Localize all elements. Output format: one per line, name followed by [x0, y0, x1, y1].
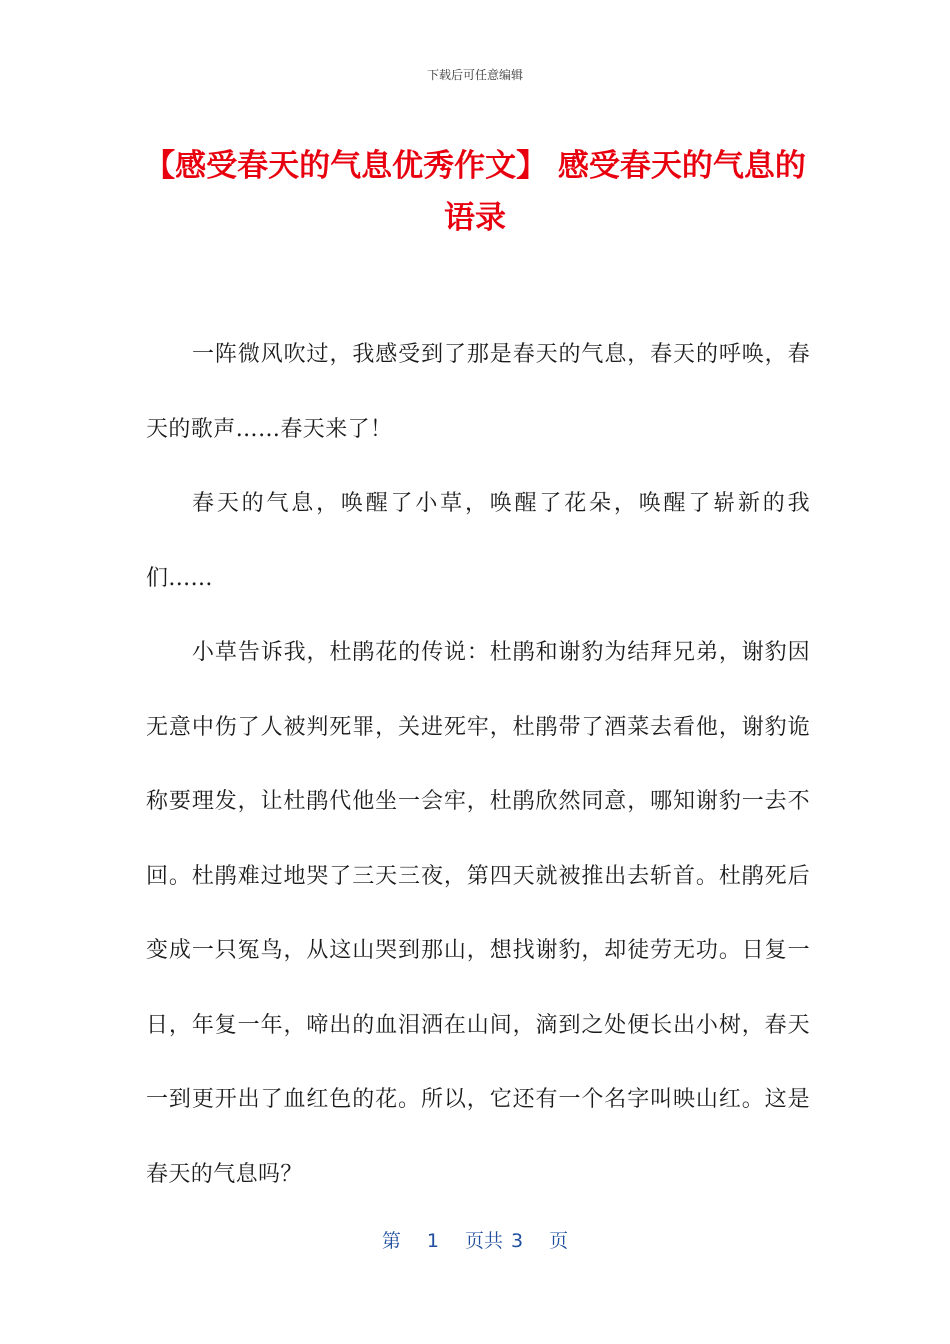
paragraph: 春天的气息，唤醒了小草，唤醒了花朵，唤醒了崭新的我们......	[146, 491, 810, 591]
current-page-number: 1	[426, 1230, 439, 1252]
page-middle: 页共	[464, 1230, 503, 1252]
document-title: 【感受春天的气息优秀作文】 感受春天的气息的语录	[144, 148, 806, 236]
page-footer	[0, 1226, 950, 1253]
paragraph: 一阵微风吹过，我感受到了那是春天的气息，春天的呼唤，春天的歌声……春天来了！	[146, 342, 810, 442]
total-pages-number: 3	[511, 1230, 524, 1252]
document-body	[146, 318, 810, 1212]
page-suffix: 页	[549, 1230, 569, 1252]
header-note: 下载后可任意编辑	[426, 68, 523, 82]
page-prefix: 第	[381, 1230, 401, 1252]
paragraph: 小草告诉我，杜鹃花的传说：杜鹃和谢豹为结拜兄弟，谢豹因无意中伤了人被判死罪，关进死牢，杜鹃带了酒菜去看他，谢豹诡称要理发，让杜鹃代他坐一会牢，杜鹃欣然同意，哪知谢豹一去不回。杜鹃难过地哭了三天三夜，第四天就被推出去斩首。杜鹃死后变成一只冤鸟，从这山哭到那山，想找谢豹，却徒劳无功。日复一日，年复一年，啼出的血泪洒在山间，滴到之处便长出小树，春天一到更开出了血红色的花。所以，它还有一个名字叫映山红。这是春天的气息吗？	[146, 640, 810, 1187]
